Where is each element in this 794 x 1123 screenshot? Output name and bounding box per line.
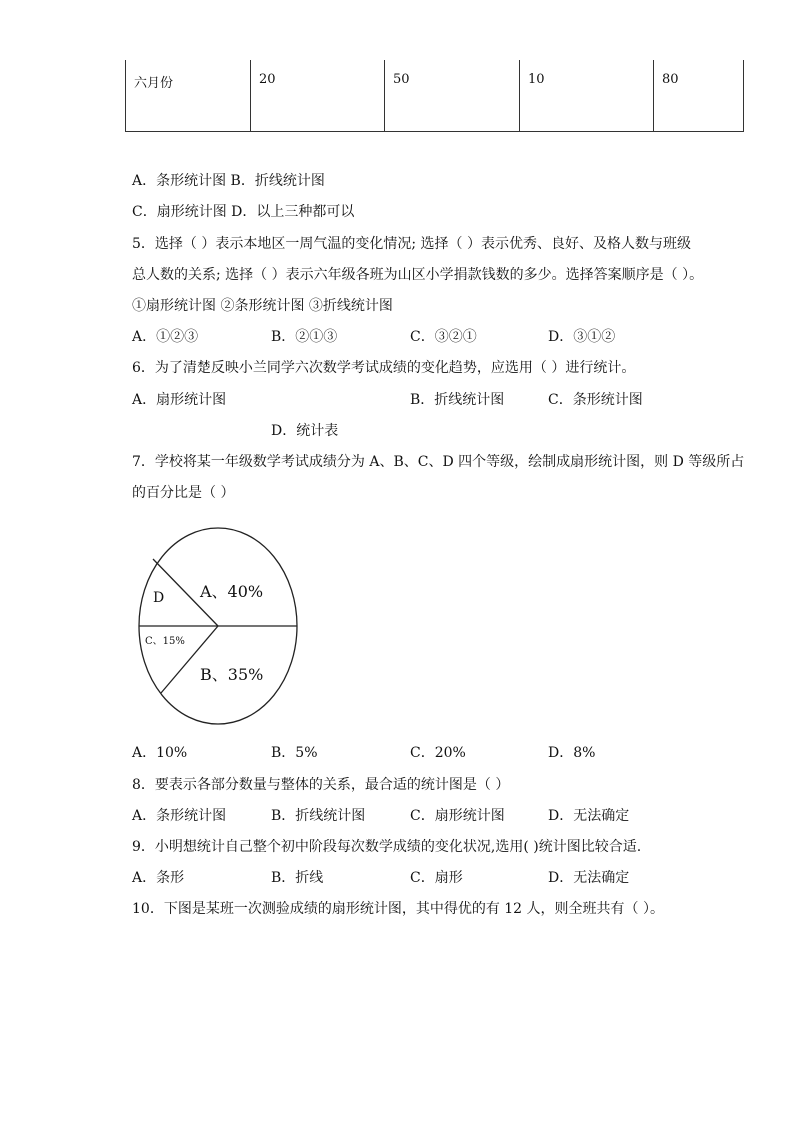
table-cell: 80 [654,60,744,132]
q6-option-b: B．折线统计图 [410,392,505,408]
q5-option-c: C．③②① [410,329,477,345]
table-cell: 10 [520,60,654,132]
table-cell: 20 [251,60,385,132]
q9-stem: 9．小明想统计自己整个初中阶段每次数学成绩的变化状况,选用( )统计图比较合适. [132,839,642,855]
q8-option-c: C．扇形统计图 [410,808,505,824]
q5-stem-line2: 总人数的关系; 选择（ ）表示六年级各班为山区小学捐款钱数的多少。选择答案顺序是（ ）。 [132,267,704,283]
q5-choices: ①扇形统计图 ②条形统计图 ③折线统计图 [132,298,393,314]
q6-stem: 6．为了清楚反映小兰同学六次数学考试成绩的变化趋势，应选用（ ）进行统计。 [132,360,636,376]
table-row [126,60,744,132]
slice-label-c: C、15% [145,636,185,647]
q7-option-c: C．20% [410,745,466,761]
slice-label-a: A、40% [200,582,264,601]
q5-option-b: B．②①③ [271,329,338,345]
q5-stem-line1: 5．选择（ ）表示本地区一周气温的变化情况; 选择（ ）表示优秀、良好、及格人数与班级 [132,236,691,252]
q9-option-a: A．条形 [132,870,185,886]
pie-chart [130,520,310,730]
slice-label-b: B、35% [200,665,264,684]
q7-stem-line2: 的百分比是（ ） [132,485,235,501]
q6-option-c: C．条形统计图 [548,392,643,408]
q9-option-c: C．扇形 [410,870,463,886]
q6-option-a: A．扇形统计图 [132,392,227,408]
q8-option-a: A．条形统计图 [132,808,227,824]
q4-options-ab: A．条形统计图 B．折线统计图 [132,173,325,189]
slice-label-d: D [153,590,165,606]
q8-stem: 8．要表示各部分数量与整体的关系，最合适的统计图是（ ） [132,777,510,793]
q4-options-cd: C．扇形统计图 D．以上三种都可以 [132,204,355,220]
data-table [125,60,744,132]
q5-option-a: A．①②③ [132,329,199,345]
q8-option-d: D．无法确定 [548,808,630,824]
q9-option-b: B．折线 [271,870,324,886]
q10-stem: 10．下图是某班一次测验成绩的扇形统计图，其中得优的有 12 人，则全班共有（ ）。 [132,901,664,917]
table-cell-month: 六月份 [126,60,251,132]
table-cell: 50 [385,60,520,132]
q7-option-d: D．8% [548,745,596,761]
q7-option-a: A．10% [132,745,188,761]
q9-option-d: D．无法确定 [548,870,630,886]
q7-stem-line1: 7．学校将某一年级数学考试成绩分为 A、B、C、D 四个等级，绘制成扇形统计图，则 D 等级所占 [132,454,745,470]
q6-option-d: D．统计表 [271,423,339,439]
q5-option-d: D．③①② [548,329,616,345]
q8-option-b: B．折线统计图 [271,808,366,824]
q7-option-b: B．5% [271,745,318,761]
